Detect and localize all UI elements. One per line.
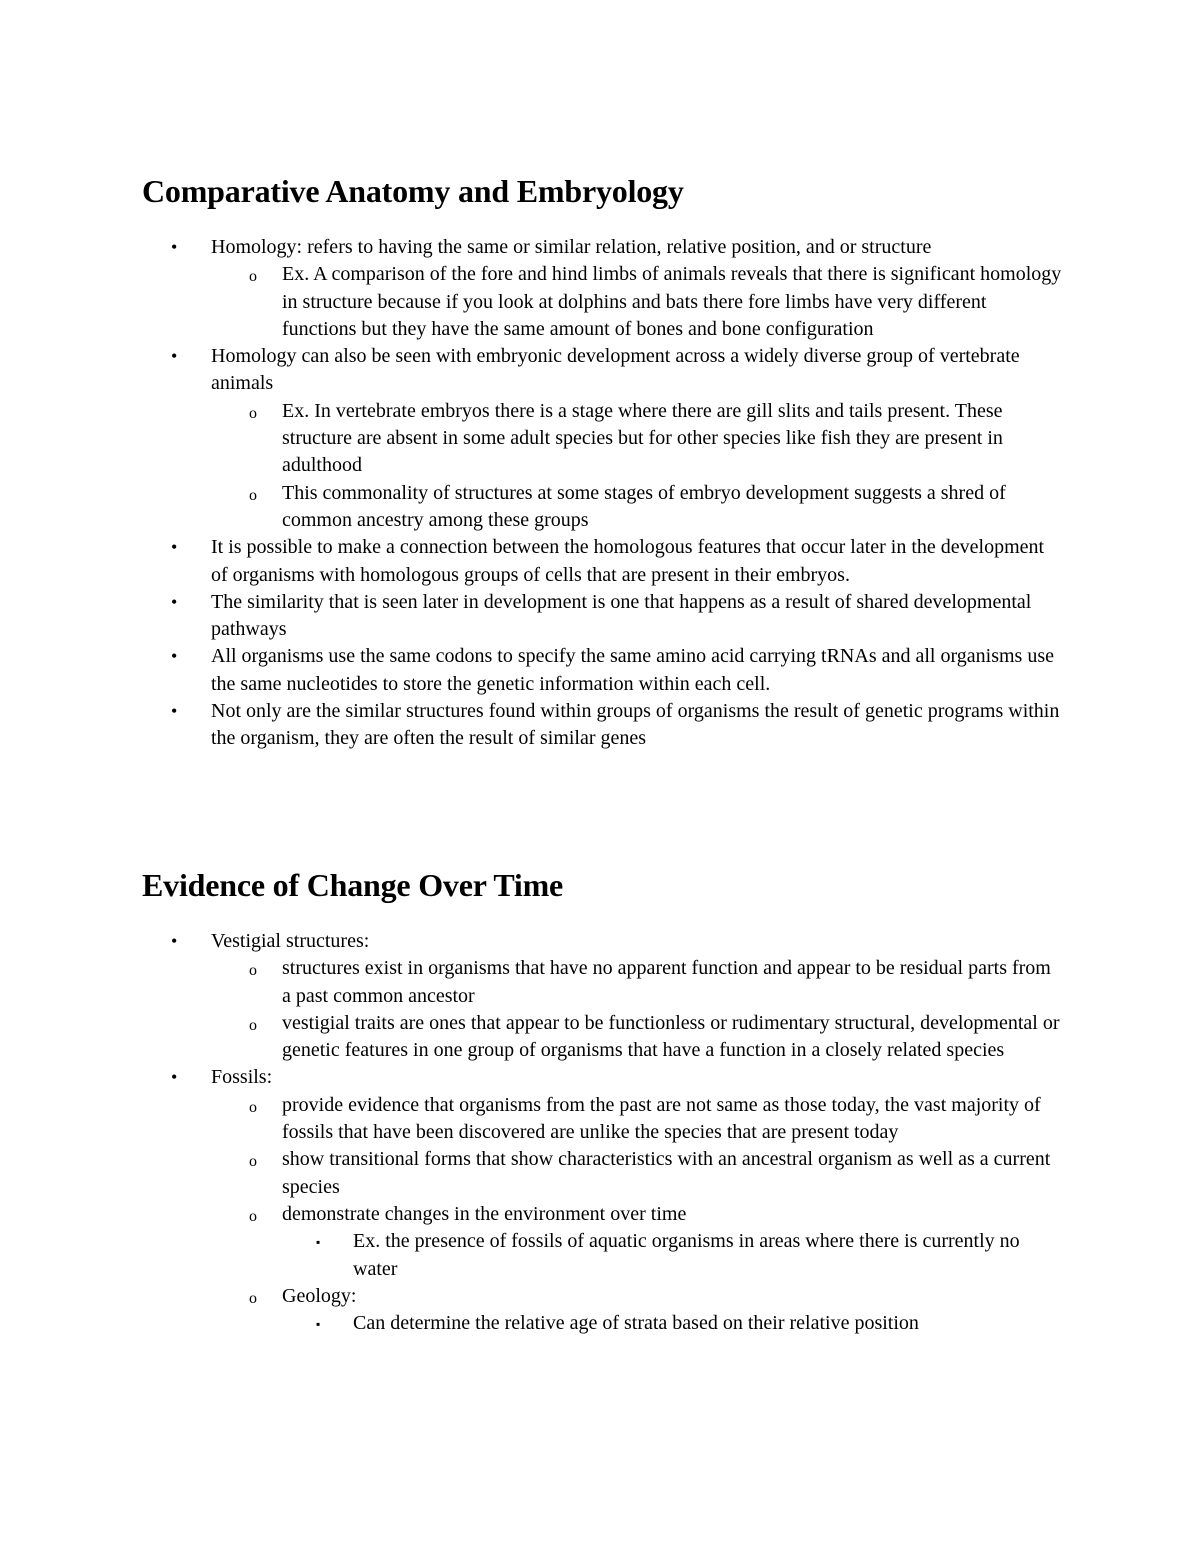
list-item-text: Ex. the presence of fossils of aquatic organisms in areas where there is currently no water [353, 1230, 1020, 1280]
bullet-circle-icon: o [249, 404, 257, 422]
list-item-text: Ex. In vertebrate embryos there is a stage where there are gill slits and tails present. These structure are absent in some adult species but for other species like fish they are present in adulthood [282, 399, 1003, 477]
bullet-square-icon: ▪ [316, 1317, 321, 1332]
list-item-text: provide evidence that organisms from the past are not same as those today, the vast majority of fossils that have been discovered are unlike the species that are present today [282, 1093, 1041, 1144]
sub-sub-bullet-list [282, 1228, 1062, 1283]
sub-bullet-list [211, 955, 1062, 1064]
sub-bullet-list [211, 398, 1062, 534]
list-item [211, 1146, 1062, 1201]
list-item-text: Geology: [282, 1284, 357, 1307]
list-item [142, 928, 1062, 1064]
list-item-text: vestigial traits are ones that appear to be functionless or rudimentary structural, developmental or genetic features in one group of organisms that have a function in a closely related species [282, 1011, 1060, 1062]
bullet-square-icon: ▪ [316, 1235, 321, 1250]
list-item [142, 534, 1062, 589]
bullet-circle-icon: o [249, 1207, 257, 1225]
list-item-text: Ex. A comparison of the fore and hind limbs of animals reveals that there is significant homology in structure because if you look at dolphins and bats there fore limbs have very different functions but they have the same amount of bones and bone configuration [282, 263, 1062, 340]
list-item [211, 480, 1062, 535]
list-item [142, 1064, 1062, 1337]
list-item-text: It is possible to make a connection between the homologous features that occur later in the development of organisms with homologous groups of cells that are present in their embryos. [211, 536, 1045, 586]
list-item [211, 1092, 1062, 1147]
list-item [142, 698, 1062, 753]
list-item-text: demonstrate changes in the environment over time [282, 1202, 687, 1225]
section-heading: Evidence of Change Over Time [142, 867, 564, 903]
bullet-disc-icon: • [171, 931, 178, 951]
list-item-text: show transitional forms that show characteristics with an ancestral organism as well as a current species [282, 1148, 1051, 1198]
list-item-text: Homology: refers to having the same or similar relation, relative position, and or structure [211, 236, 932, 258]
list-item-text: Can determine the relative age of strata based on their relative position [353, 1312, 919, 1335]
list-item [282, 1310, 1062, 1337]
bullet-list [142, 928, 1062, 1337]
bullet-disc-icon: • [171, 237, 178, 257]
section-comparative-anatomy [142, 168, 1062, 753]
bullet-circle-icon: o [249, 1016, 257, 1034]
list-item-text: Vestigial structures: [211, 930, 370, 952]
list-item-text: Fossils: [211, 1066, 273, 1089]
bullet-disc-icon: • [171, 646, 178, 667]
section-heading: Comparative Anatomy and Embryology [142, 173, 684, 209]
list-item-text: The similarity that is seen later in development is one that happens as a result of shared developmental pathways [211, 590, 1032, 641]
list-item [211, 955, 1062, 1010]
list-item [211, 1010, 1062, 1065]
list-item-text: structures exist in organisms that have no apparent function and appear to be residual parts from a past common ancestor [282, 957, 1051, 1007]
bullet-circle-icon: o [249, 962, 257, 980]
list-item [211, 261, 1062, 343]
bullet-circle-icon: o [249, 486, 257, 504]
section-evidence-of-change [142, 862, 1062, 1337]
list-item-text: Not only are the similar structures found within groups of organisms the result of genetic programs within the organism, they are often the result of similar genes [211, 700, 1060, 750]
list-item-text: This commonality of structures at some stages of embryo development suggests a shred of common ancestry among these groups [282, 481, 1006, 531]
sub-bullet-list [211, 261, 1062, 343]
bullet-disc-icon: • [171, 346, 178, 367]
bullet-circle-icon: o [249, 1289, 257, 1307]
list-item [142, 343, 1062, 534]
list-item [282, 1228, 1062, 1283]
list-item [211, 398, 1062, 480]
bullet-circle-icon: o [249, 1098, 257, 1116]
list-item [211, 1283, 1062, 1338]
list-item [142, 643, 1062, 698]
bullet-circle-icon: o [249, 1153, 257, 1171]
bullet-disc-icon: • [171, 1067, 178, 1088]
bullet-disc-icon: • [171, 701, 178, 722]
sub-bullet-list [211, 1092, 1062, 1338]
list-item-text: Homology can also be seen with embryonic development across a widely diverse group of vertebrate animals [211, 345, 1020, 395]
list-item [142, 589, 1062, 644]
list-item-text: All organisms use the same codons to specify the same amino acid carrying tRNAs and all organisms use the same nucleotides to store the genetic information within each cell. [211, 645, 1054, 695]
bullet-circle-icon: o [249, 268, 257, 286]
bullet-disc-icon: • [171, 591, 178, 612]
bullet-disc-icon: • [171, 537, 178, 558]
bullet-list [142, 234, 1062, 753]
list-item [142, 234, 1062, 343]
list-item [211, 1201, 1062, 1283]
sub-sub-bullet-list [282, 1310, 1062, 1337]
